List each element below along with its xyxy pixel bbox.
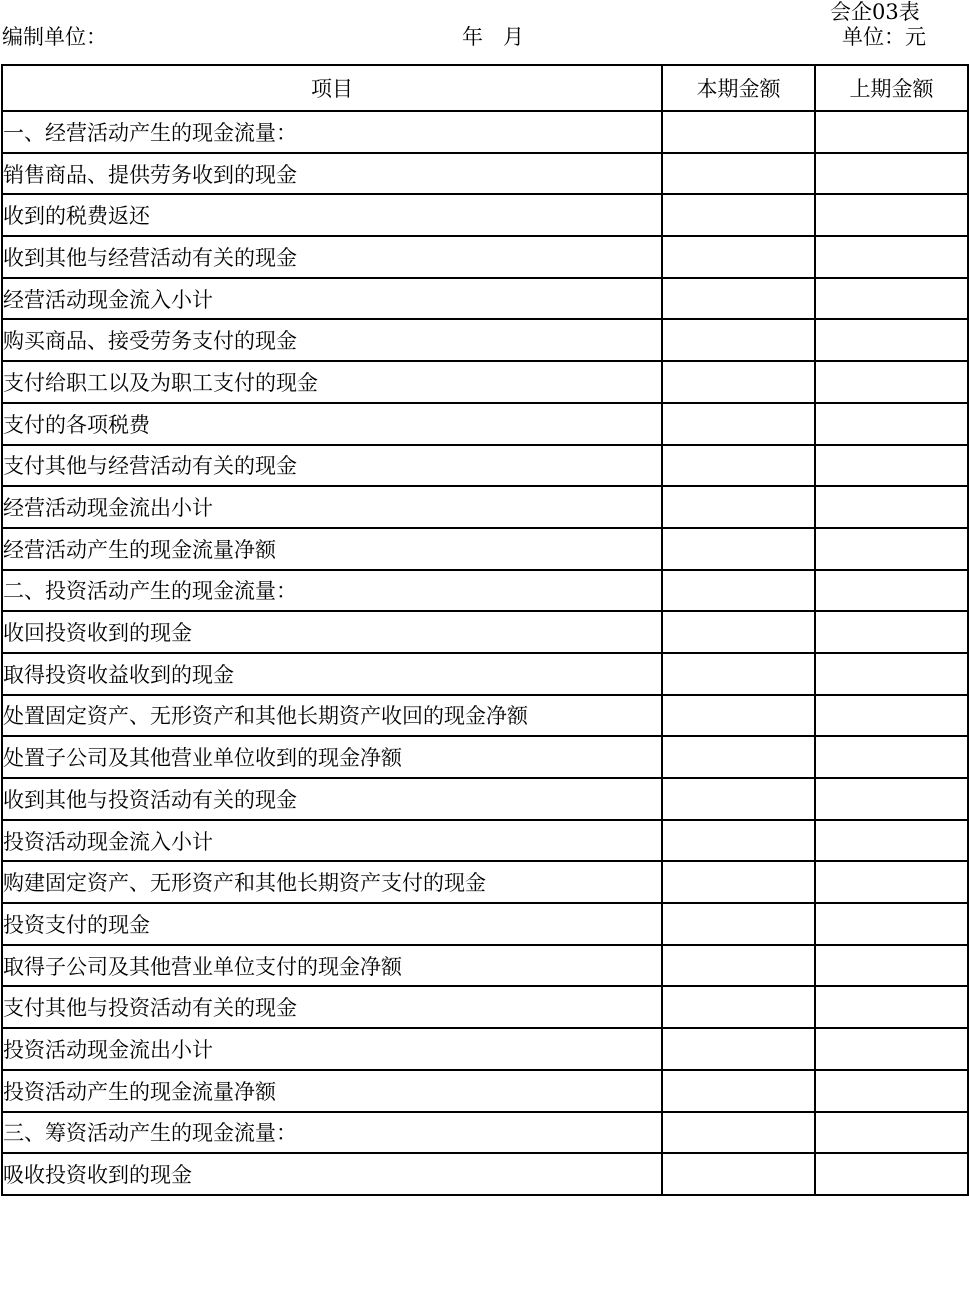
table-row [2, 1028, 968, 1070]
cash-flow-table [1, 64, 969, 1196]
current-amount-cell[interactable] [662, 570, 815, 612]
current-amount-cell[interactable] [662, 194, 815, 236]
row-label: 购买商品、接受劳务支付的现金 [2, 319, 662, 361]
current-amount-cell[interactable] [662, 236, 815, 278]
row-label: 处置固定资产、无形资产和其他长期资产收回的现金净额 [2, 695, 662, 737]
year-label: 年 [462, 25, 483, 49]
unit-label: 单位：元 [842, 25, 926, 49]
previous-amount-cell[interactable] [815, 361, 968, 403]
row-label: 支付的各项税费 [2, 403, 662, 445]
previous-amount-cell[interactable] [815, 861, 968, 903]
column-header-item: 项目 [2, 65, 662, 111]
table-row [2, 570, 968, 612]
table-row [2, 945, 968, 987]
previous-amount-cell[interactable] [815, 778, 968, 820]
current-amount-cell[interactable] [662, 736, 815, 778]
row-label: 经营活动产生的现金流量净额 [2, 528, 662, 570]
current-amount-cell[interactable] [662, 1070, 815, 1112]
previous-amount-cell[interactable] [815, 570, 968, 612]
row-label: 取得投资收益收到的现金 [2, 653, 662, 695]
previous-amount-cell[interactable] [815, 820, 968, 862]
previous-amount-cell[interactable] [815, 1112, 968, 1154]
previous-amount-cell[interactable] [815, 319, 968, 361]
previous-amount-cell[interactable] [815, 278, 968, 320]
current-amount-cell[interactable] [662, 153, 815, 195]
previous-amount-cell[interactable] [815, 945, 968, 987]
row-label: 支付其他与经营活动有关的现金 [2, 445, 662, 487]
table-row [2, 736, 968, 778]
row-label: 二、投资活动产生的现金流量： [2, 570, 662, 612]
row-label: 经营活动现金流入小计 [2, 278, 662, 320]
table-row [2, 986, 968, 1028]
table-row [2, 861, 968, 903]
current-amount-cell[interactable] [662, 778, 815, 820]
table-row [2, 1070, 968, 1112]
current-amount-cell[interactable] [662, 945, 815, 987]
previous-amount-cell[interactable] [815, 153, 968, 195]
current-amount-cell[interactable] [662, 111, 815, 153]
table-row [2, 153, 968, 195]
org-label: 编制单位： [2, 25, 107, 49]
current-amount-cell[interactable] [662, 611, 815, 653]
current-amount-cell[interactable] [662, 903, 815, 945]
previous-amount-cell[interactable] [815, 903, 968, 945]
row-label: 收到其他与经营活动有关的现金 [2, 236, 662, 278]
form-code: 会企03表 [830, 0, 920, 24]
row-label: 投资活动现金流入小计 [2, 820, 662, 862]
current-amount-cell[interactable] [662, 486, 815, 528]
table-row [2, 403, 968, 445]
previous-amount-cell[interactable] [815, 111, 968, 153]
current-amount-cell[interactable] [662, 319, 815, 361]
current-amount-cell[interactable] [662, 1153, 815, 1195]
table-row [2, 278, 968, 320]
row-label: 收回投资收到的现金 [2, 611, 662, 653]
previous-amount-cell[interactable] [815, 611, 968, 653]
table-row [2, 695, 968, 737]
table-row [2, 361, 968, 403]
row-label: 三、筹资活动产生的现金流量： [2, 1112, 662, 1154]
table-row [2, 653, 968, 695]
table-row [2, 903, 968, 945]
previous-amount-cell[interactable] [815, 486, 968, 528]
previous-amount-cell[interactable] [815, 695, 968, 737]
row-label: 投资活动现金流出小计 [2, 1028, 662, 1070]
previous-amount-cell[interactable] [815, 236, 968, 278]
table-row [2, 319, 968, 361]
table-header-row [2, 65, 968, 111]
table-row [2, 1112, 968, 1154]
current-amount-cell[interactable] [662, 1112, 815, 1154]
column-header-previous: 上期金额 [815, 65, 968, 111]
current-amount-cell[interactable] [662, 820, 815, 862]
row-label: 取得子公司及其他营业单位支付的现金净额 [2, 945, 662, 987]
row-label: 经营活动现金流出小计 [2, 486, 662, 528]
row-label: 投资支付的现金 [2, 903, 662, 945]
month-label: 月 [503, 25, 524, 49]
row-label: 投资活动产生的现金流量净额 [2, 1070, 662, 1112]
previous-amount-cell[interactable] [815, 653, 968, 695]
table-body [2, 111, 968, 1195]
previous-amount-cell[interactable] [815, 1028, 968, 1070]
current-amount-cell[interactable] [662, 528, 815, 570]
previous-amount-cell[interactable] [815, 445, 968, 487]
previous-amount-cell[interactable] [815, 1070, 968, 1112]
previous-amount-cell[interactable] [815, 403, 968, 445]
table-row [2, 445, 968, 487]
current-amount-cell[interactable] [662, 653, 815, 695]
row-label: 支付给职工以及为职工支付的现金 [2, 361, 662, 403]
report-period [462, 25, 524, 49]
previous-amount-cell[interactable] [815, 194, 968, 236]
current-amount-cell[interactable] [662, 445, 815, 487]
table-row [2, 236, 968, 278]
current-amount-cell[interactable] [662, 861, 815, 903]
current-amount-cell[interactable] [662, 361, 815, 403]
table-row [2, 820, 968, 862]
previous-amount-cell[interactable] [815, 986, 968, 1028]
table-row [2, 611, 968, 653]
row-label: 销售商品、提供劳务收到的现金 [2, 153, 662, 195]
previous-amount-cell[interactable] [815, 1153, 968, 1195]
table-row [2, 194, 968, 236]
current-amount-cell[interactable] [662, 278, 815, 320]
current-amount-cell[interactable] [662, 403, 815, 445]
current-amount-cell[interactable] [662, 695, 815, 737]
previous-amount-cell[interactable] [815, 528, 968, 570]
table-row [2, 1153, 968, 1195]
current-amount-cell[interactable] [662, 1028, 815, 1070]
column-header-current: 本期金额 [662, 65, 815, 111]
current-amount-cell[interactable] [662, 986, 815, 1028]
table-row [2, 111, 968, 153]
row-label: 吸收投资收到的现金 [2, 1153, 662, 1195]
previous-amount-cell[interactable] [815, 736, 968, 778]
table-row [2, 528, 968, 570]
row-label: 收到的税费返还 [2, 194, 662, 236]
row-label: 购建固定资产、无形资产和其他长期资产支付的现金 [2, 861, 662, 903]
table-row [2, 778, 968, 820]
row-label: 一、经营活动产生的现金流量： [2, 111, 662, 153]
row-label: 处置子公司及其他营业单位收到的现金净额 [2, 736, 662, 778]
row-label: 支付其他与投资活动有关的现金 [2, 986, 662, 1028]
row-label: 收到其他与投资活动有关的现金 [2, 778, 662, 820]
table-row [2, 486, 968, 528]
